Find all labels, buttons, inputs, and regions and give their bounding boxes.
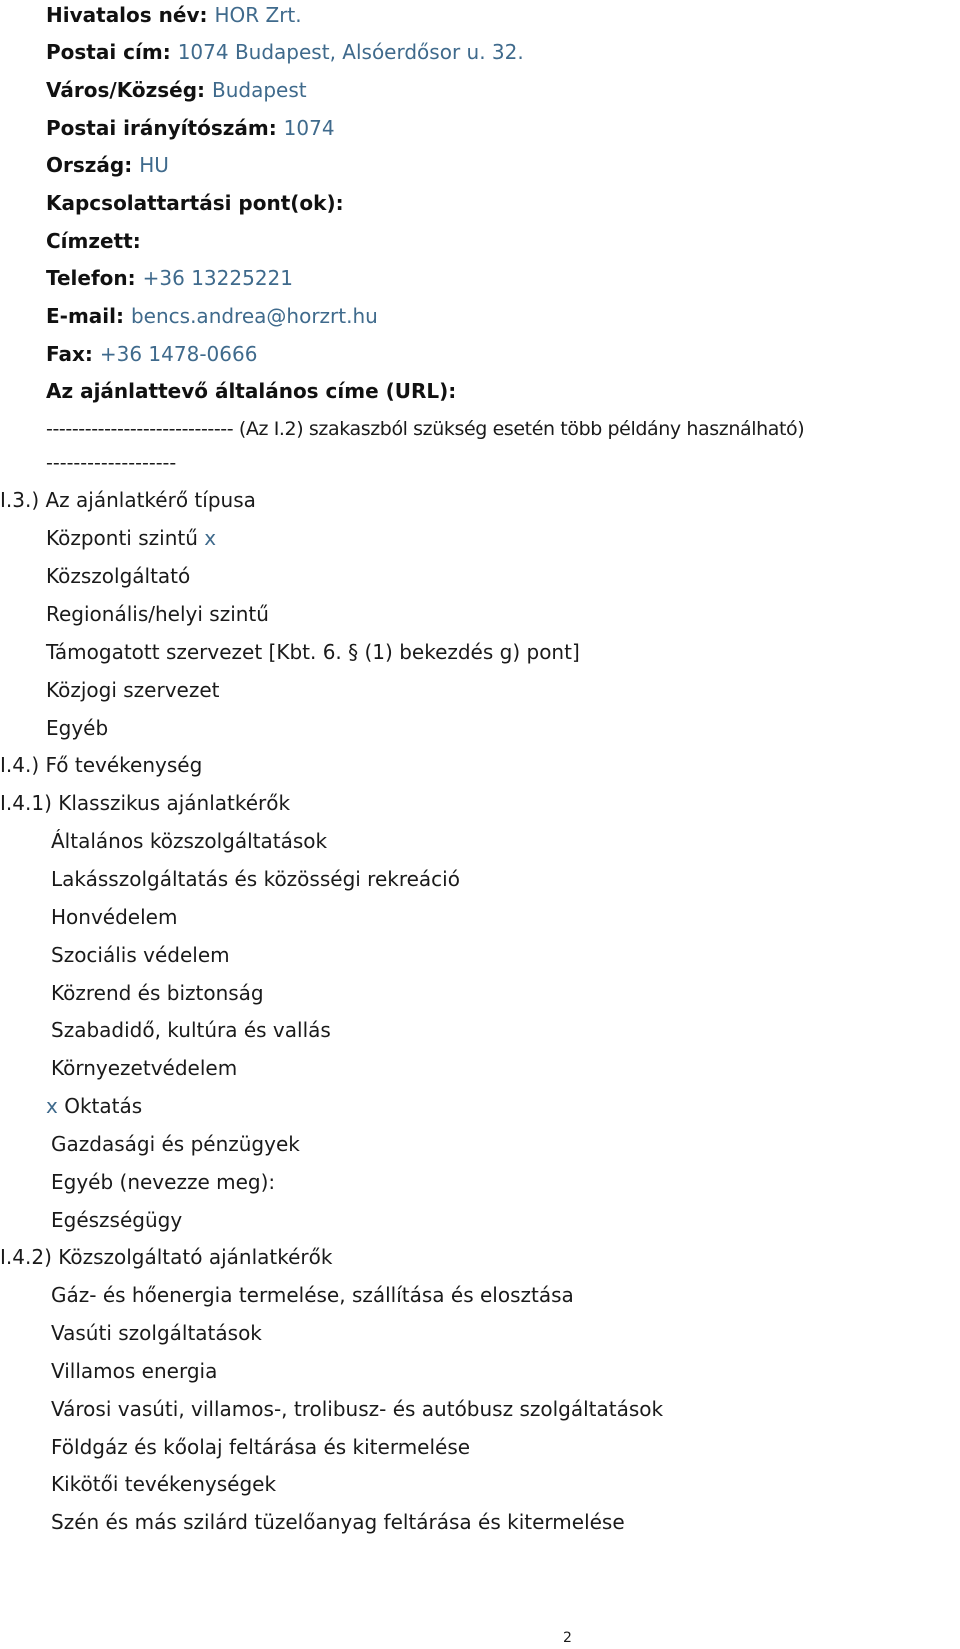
list-item [46,1094,142,1118]
city-row [46,78,307,102]
list-item: Egyéb (nevezze meg): [51,1170,276,1194]
list-item: Szén és más szilárd tüzelőanyag feltárása és kitermelése [51,1510,625,1534]
list-item: Közjogi szervezet [46,678,220,702]
list-item: Városi vasúti, villamos-, trolibusz- és autóbusz szolgáltatások [51,1397,664,1421]
country-label: Ország: [46,153,133,177]
list-item: Gáz- és hőenergia termelése, szállítása és elosztása [51,1283,574,1307]
list-item: Földgáz és kőolaj feltárása és kitermelése [51,1435,471,1459]
postal-address-label: Postai cím: [46,40,171,64]
separator-note: (Az I.2) szakaszból szükség esetén több példány használható) [238,418,805,440]
list-item [46,526,216,550]
url-label: Az ajánlattevő általános címe (URL): [46,379,457,403]
email-label: E-mail: [46,304,125,328]
list-item: Vasúti szolgáltatások [51,1321,262,1345]
country-row [46,153,169,177]
list-item: Regionális/helyi szintű [46,602,269,626]
country-value: HU [139,153,169,177]
official-name-row [46,3,302,27]
list-item: Gazdasági és pénzügyek [51,1132,300,1156]
list-item: Szociális védelem [51,943,230,967]
list-item: Egészségügy [51,1208,183,1232]
list-item: Támogatott szervezet [Kbt. 6. § (1) bekezdés g) pont] [46,640,580,664]
postal-address-row [46,40,524,64]
phone-label: Telefon: [46,266,136,290]
section-1-4-heading: I.4.) Fő tevékenység [0,753,203,777]
page-number: 2 [563,1630,572,1646]
separator-dashes-2: ------------------- [46,452,177,474]
postcode-label: Postai irányítószám: [46,116,277,140]
list-item: Környezetvédelem [51,1056,238,1080]
email-row [46,304,378,328]
list-item-label: Oktatás [64,1094,143,1118]
fax-row [46,342,257,366]
city-value: Budapest [211,78,307,102]
list-item: Honvédelem [51,905,178,929]
fax-label: Fax: [46,342,93,366]
list-item: Általános közszolgáltatások [51,829,328,853]
official-name-value: HOR Zrt. [214,3,302,27]
list-item-label: Központi szintű [46,526,198,550]
separator-dashes: ----------------------------- [46,418,234,440]
list-item: Közrend és biztonság [51,981,264,1005]
section-1-4-1-heading: I.4.1) Klasszikus ajánlatkérők [0,791,291,815]
list-item: Közszolgáltató [46,564,191,588]
list-item: Kikötői tevékenységek [51,1472,277,1496]
contact-points-label: Kapcsolattartási pont(ok): [46,191,344,215]
separator-row [46,417,804,441]
check-mark: x [204,526,217,550]
postcode-value: 1074 [283,116,335,140]
list-item: Villamos energia [51,1359,218,1383]
list-item: Egyéb [46,716,109,740]
section-1-4-2-heading: I.4.2) Közszolgáltató ajánlatkérők [0,1245,333,1269]
list-item: Lakásszolgáltatás és közösségi rekreáció [51,867,460,891]
phone-value: +36 13225221 [142,266,293,290]
fax-value: +36 1478-0666 [99,342,258,366]
email-value: bencs.andrea@horzrt.hu [130,304,378,328]
list-item: Szabadidő, kultúra és vallás [51,1018,331,1042]
city-label: Város/Község: [46,78,206,102]
addressee-label: Címzett: [46,229,141,253]
section-1-3-heading: I.3.) Az ajánlatkérő típusa [0,488,256,512]
check-mark: x [46,1094,58,1118]
phone-row [46,266,293,290]
postcode-row [46,116,335,140]
official-name-label: Hivatalos név: [46,3,208,27]
postal-address-value: 1074 Budapest, Alsóerdősor u. 32. [177,40,524,64]
